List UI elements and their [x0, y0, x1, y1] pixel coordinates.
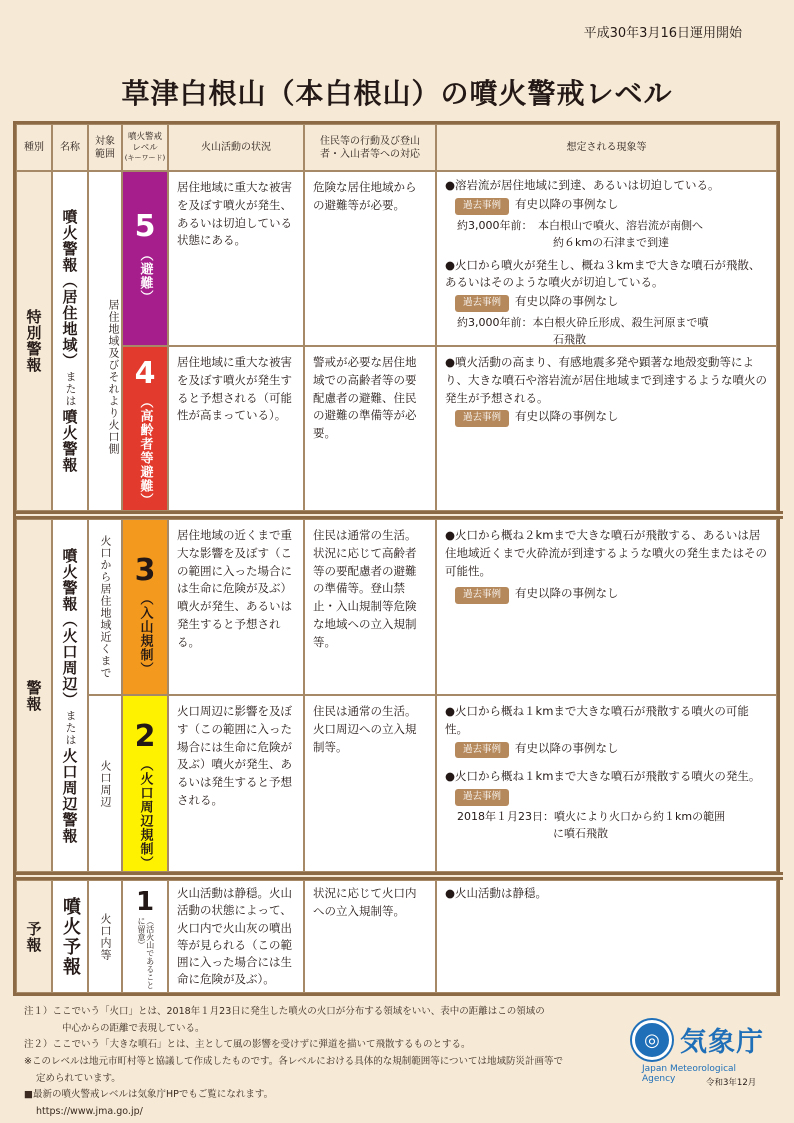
jma-english-name: Japan Meteorological Agency	[642, 1064, 737, 1084]
col-name: 名称	[52, 124, 88, 171]
level-3-badge	[122, 519, 168, 695]
col-level	[122, 124, 168, 171]
level-5-example-2a: 約3,000年前：本白根火砕丘形成、殺生河原まで噴	[457, 315, 709, 329]
past-case-text: 有史以降の事例なし	[515, 196, 619, 211]
col-category: 種別	[16, 124, 52, 171]
special-name-alt: 噴火警報	[60, 409, 79, 473]
past-case-badge: 過去事例	[455, 410, 509, 427]
jma-logo	[632, 1014, 772, 1094]
past-case-badge: 過去事例	[455, 295, 509, 312]
level-5-response: 危険な居住地域からの避難等が必要。	[304, 171, 436, 346]
level-2-example-2a: 2018年１月23日：噴火により火口から約１kmの範囲	[457, 809, 726, 823]
level-2-badge	[122, 695, 168, 872]
past-case-badge: 過去事例	[455, 789, 509, 806]
level-4-phenomena	[436, 346, 777, 511]
level-4-number: 4	[134, 356, 156, 391]
warning-name	[52, 519, 88, 872]
warning-target-lower: 火口周辺	[88, 695, 122, 872]
level-4-keyword: （高齢者等避難）	[137, 395, 153, 507]
level-4-response: 警戒が必要な居住地域での高齢者等の要配慮者の避難、住民の避難の準備等が必要。	[304, 346, 436, 511]
note-3-cont: 定められています。	[36, 1072, 121, 1084]
forecast-target: 火口内等	[88, 880, 122, 993]
warning-target-upper: 火口から居住地域近くまで	[88, 519, 122, 695]
level-5-keyword: （避難）	[137, 248, 153, 304]
level-5-number: 5	[134, 209, 156, 244]
jma-name: 気象庁	[680, 1027, 764, 1058]
special-target: 居住地域及びそれより火口側	[88, 171, 122, 511]
page-title: 草津白根山（本白根山）の噴火警戒レベル	[121, 77, 673, 110]
level-1-keyword: （活火山であることに留意）	[137, 917, 155, 989]
group-separator	[16, 511, 783, 519]
col-activity: 火山活動の状況	[168, 124, 304, 171]
level-5-example-1a: 約3,000年前： 本白根山で噴火、溶岩流が南側へ	[457, 218, 703, 232]
level-2-keyword: （火口周辺規制）	[137, 758, 153, 870]
level-2-activity: 火口周辺に影響を及ぼす（この範囲に入った場合には生命に危険が及ぶ）噴火が発生、あるいは発生すると予想される。	[168, 695, 304, 872]
level-2-example-2b: に噴石飛散	[553, 826, 608, 840]
col-level-line2: レベル	[132, 142, 158, 153]
past-case-badge: 過去事例	[455, 587, 509, 604]
past-case-text: 有史以降の事例なし	[515, 294, 619, 309]
past-case-badge: 過去事例	[455, 742, 509, 759]
special-category: 特別警報	[16, 171, 52, 511]
forecast-category: 予報	[16, 880, 52, 993]
level-2-number: 2	[134, 719, 156, 754]
warning-name-main: 噴火警報（火口周辺）	[60, 547, 79, 708]
group-separator	[16, 872, 783, 880]
level-4-badge	[122, 346, 168, 511]
level-5-example-2b: 石飛散	[553, 333, 586, 346]
warning-name-or: または	[64, 709, 77, 746]
forecast-name: 噴火予報	[52, 880, 88, 993]
footnotes	[24, 1004, 624, 1120]
level-3-number: 3	[134, 553, 156, 588]
col-phenomena: 想定される現象等	[436, 124, 777, 171]
col-level-line1: 噴火警戒	[127, 131, 162, 142]
level-4-item-1: ●噴火活動の高まり、有感地震多発や顕著な地殻変動等により、大きな噴石や溶岩流が居住地域まで到達するような噴火の発生が予想される。	[445, 355, 767, 405]
note-1-cont: 中心からの距離で表現している。	[62, 1022, 205, 1034]
level-5-activity: 居住地域に重大な被害を及ぼす噴火が発生、あるいは切迫している状態にある。	[168, 171, 304, 346]
level-3-item-1: ●火口から概ね２kmまで大きな噴石が飛散する、あるいは居住地域近くまで火砕流が到達するような噴火の発生またはその可能性。	[445, 528, 767, 578]
warning-name-alt: 火口周辺警報	[60, 747, 79, 844]
level-3-activity: 居住地域の近くまで重大な影響を及ぼす（この範囲に入った場合には生命に危険が及ぶ）噴火が発生、あるいは発生すると予想される。	[168, 519, 304, 695]
past-case-badge: 過去事例	[455, 198, 509, 215]
col-target-line1: 対象	[95, 135, 115, 147]
level-2-item-2: ●火口から概ね１kmまで大きな噴石が飛散する噴火の発生。	[445, 769, 761, 784]
col-target-line2: 範囲	[95, 148, 115, 160]
level-5-phenomena	[436, 171, 777, 346]
level-3-phenomena	[436, 519, 777, 695]
warning-category: 警報	[16, 519, 52, 872]
level-5-item-1: ●溶岩流が居住地域に到達、あるいは切迫している。	[445, 178, 720, 192]
level-5-badge	[122, 171, 168, 346]
level-1-badge	[122, 880, 168, 993]
level-2-response: 住民は通常の生活。火口周辺への立入規制等。	[304, 695, 436, 872]
past-case-text: 有史以降の事例なし	[515, 409, 619, 424]
jma-emblem-icon: ◎	[632, 1020, 672, 1060]
past-case-text: 有史以降の事例なし	[515, 740, 619, 755]
past-case-text: 有史以降の事例なし	[515, 586, 619, 601]
level-1-activity: 火山活動は静穏。火山活動の状態によって、火口内で火山灰の噴出等が見られる（この範囲に入った場合には生命に危険が及ぶ）。	[168, 880, 304, 993]
jma-url-link[interactable]: https://www.jma.go.jp/	[36, 1105, 143, 1117]
col-response: 住民等の行動及び登山者・入山者等への対応	[304, 124, 436, 171]
level-1-item-1: ●火山活動は静穏。	[445, 886, 548, 900]
level-1-phenomena	[436, 880, 777, 993]
level-2-item-1: ●火口から概ね１kmまで大きな噴石が飛散する噴火の可能性。	[445, 704, 749, 736]
start-date: 平成30年3月16日運用開始	[583, 26, 742, 41]
level-3-keyword: （入山規制）	[137, 592, 153, 676]
jma-issue-date: 令和3年12月	[706, 1078, 757, 1088]
level-1-response: 状況に応じて火口内への立入規制等。	[304, 880, 436, 993]
col-level-line3: (キーワード)	[124, 154, 166, 162]
level-2-phenomena	[436, 695, 777, 872]
col-target	[88, 124, 122, 171]
special-name	[52, 171, 88, 511]
level-5-item-2: ●火口から噴火が発生し、概ね３kmまで大きな噴石が飛散、あるいはそのような噴火が切迫している。	[445, 257, 761, 290]
note-2: 注２）ここでいう「大きな噴石」とは、主として風の影響を受けずに弾道を描いて飛散するものとする。	[24, 1039, 471, 1051]
special-name-or: または	[64, 371, 77, 407]
note-1: 注１）ここでいう「火口」とは、2018年１月23日に発生した噴火の火口が分布する領域をいい、表中の距離はこの領域の	[24, 1006, 545, 1017]
note-4: ■最新の噴火警戒レベルは気象庁HPでもご覧になれます。	[24, 1089, 274, 1101]
alert-level-table	[13, 121, 780, 996]
level-4-activity: 居住地域に重大な被害を及ぼす噴火が発生すると予想される（可能性が高まっている）。	[168, 346, 304, 511]
level-3-response: 住民は通常の生活。状況に応じて高齢者等の要配慮者の避難の準備等。登山禁止・入山規制等危険な地域への立入規制等。	[304, 519, 436, 695]
note-3: ※このレベルは地元市町村等と協議して作成したものです。各レベルにおける具体的な規制範囲等については地域防災計画等で	[24, 1055, 564, 1067]
special-name-main: 噴火警報（居住地域）	[60, 209, 79, 369]
level-1-number: 1	[135, 887, 155, 917]
level-5-example-1b: 約６kmの石津まで到達	[553, 235, 670, 249]
